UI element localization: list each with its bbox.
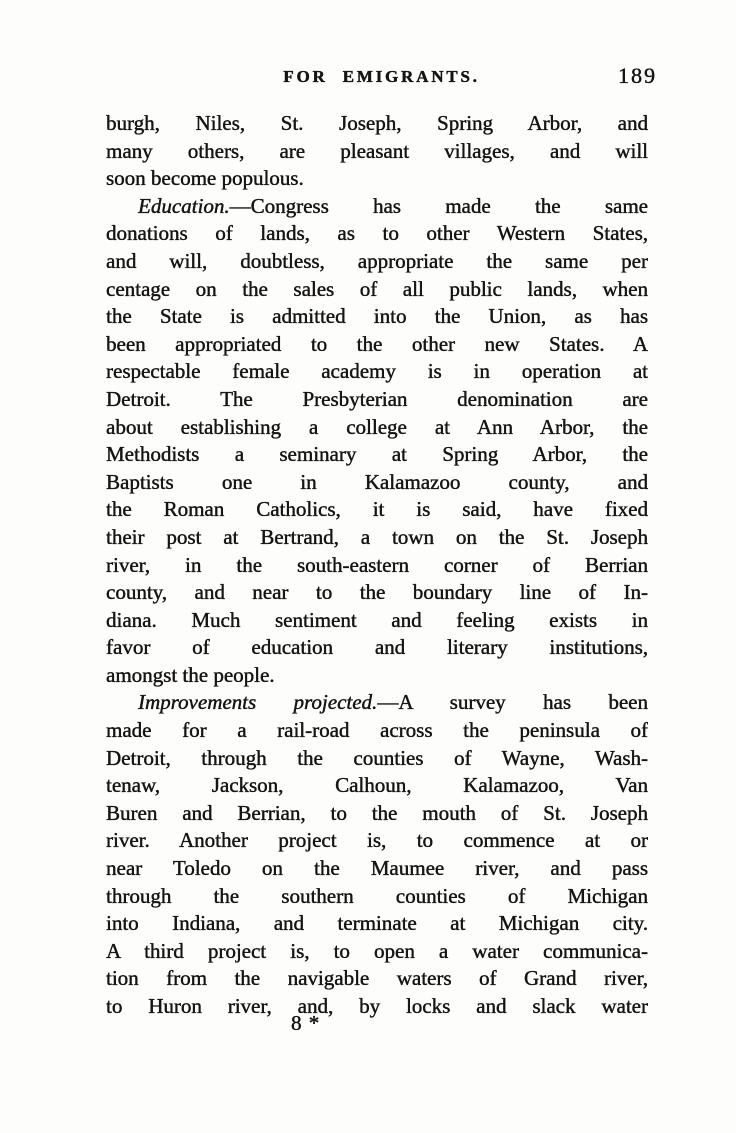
running-title: FOR EMIGRANTS.: [283, 67, 480, 86]
text-line: tion from the navigable waters of Grand river,: [106, 966, 648, 991]
text-line: made for a rail-road across the peninsula of: [106, 718, 648, 743]
running-header: [106, 63, 657, 91]
text-line: river. Another project is, to commence at or: [106, 828, 648, 853]
text-line: Baptists one in Kalamazoo county, and: [106, 469, 648, 494]
text-line: through the southern counties of Michigan: [106, 883, 648, 908]
text-line: respectable female academy is in operation at: [106, 359, 648, 384]
paragraph-lead-italic: Improvements projected.: [138, 690, 378, 715]
text-line: into Indiana, and terminate at Michigan city.: [106, 911, 648, 936]
text-line: and will, doubtless, appropriate the same per: [106, 248, 648, 273]
text-line: the Roman Catholics, it is said, have fixed: [106, 497, 648, 522]
text-line: to Huron river, and, by locks and slack water: [106, 994, 648, 1018]
line-text: —Congress has made the same: [229, 193, 648, 218]
body-text: [106, 110, 648, 1021]
text-line: near Toledo on the Maumee river, and pass: [106, 856, 648, 881]
text-line: about establishing a college at Ann Arbor, the: [106, 414, 648, 439]
text-line: favor of education and literary institutions,: [106, 635, 648, 660]
text-line: Detroit. The Presbyterian denomination are: [106, 386, 648, 411]
text-line: soon become populous.: [106, 166, 304, 191]
text-line: Methodists a seminary at Spring Arbor, the: [106, 442, 648, 467]
text-line: many others, are pleasant villages, and will: [106, 138, 648, 163]
text-line: [106, 193, 648, 221]
line-text: —A survey has been: [377, 690, 648, 715]
text-line: A third project is, to open a water communica-: [106, 938, 648, 963]
text-line: been appropriated to the other new States. A: [106, 331, 648, 356]
paragraph-lead-italic: Education.: [138, 193, 230, 218]
text-line: river, in the south-eastern corner of Berrian: [106, 552, 648, 577]
page-number: 189: [618, 63, 657, 88]
text-line: tenaw, Jackson, Calhoun, Kalamazoo, Van: [106, 773, 648, 798]
text-line: county, and near to the boundary line of In-: [106, 580, 648, 605]
text-line: their post at Bertrand, a town on the St. Joseph: [106, 524, 648, 549]
signature-mark: 8 *: [291, 1011, 321, 1035]
text-line: donations of lands, as to other Western States,: [106, 221, 648, 246]
text-line: the State is admitted into the Union, as has: [106, 304, 648, 329]
text-line: burgh, Niles, St. Joseph, Spring Arbor, and: [106, 111, 648, 135]
text-line: centage on the sales of all public lands, when: [106, 276, 648, 301]
text-line: amongst the people.: [106, 662, 275, 687]
text-line: Buren and Berrian, to the mouth of St. Joseph: [106, 800, 648, 825]
text-line: diana. Much sentiment and feeling exists in: [106, 607, 648, 632]
text-line: Detroit, through the counties of Wayne, Wash-: [106, 745, 648, 770]
text-line: [106, 689, 648, 717]
